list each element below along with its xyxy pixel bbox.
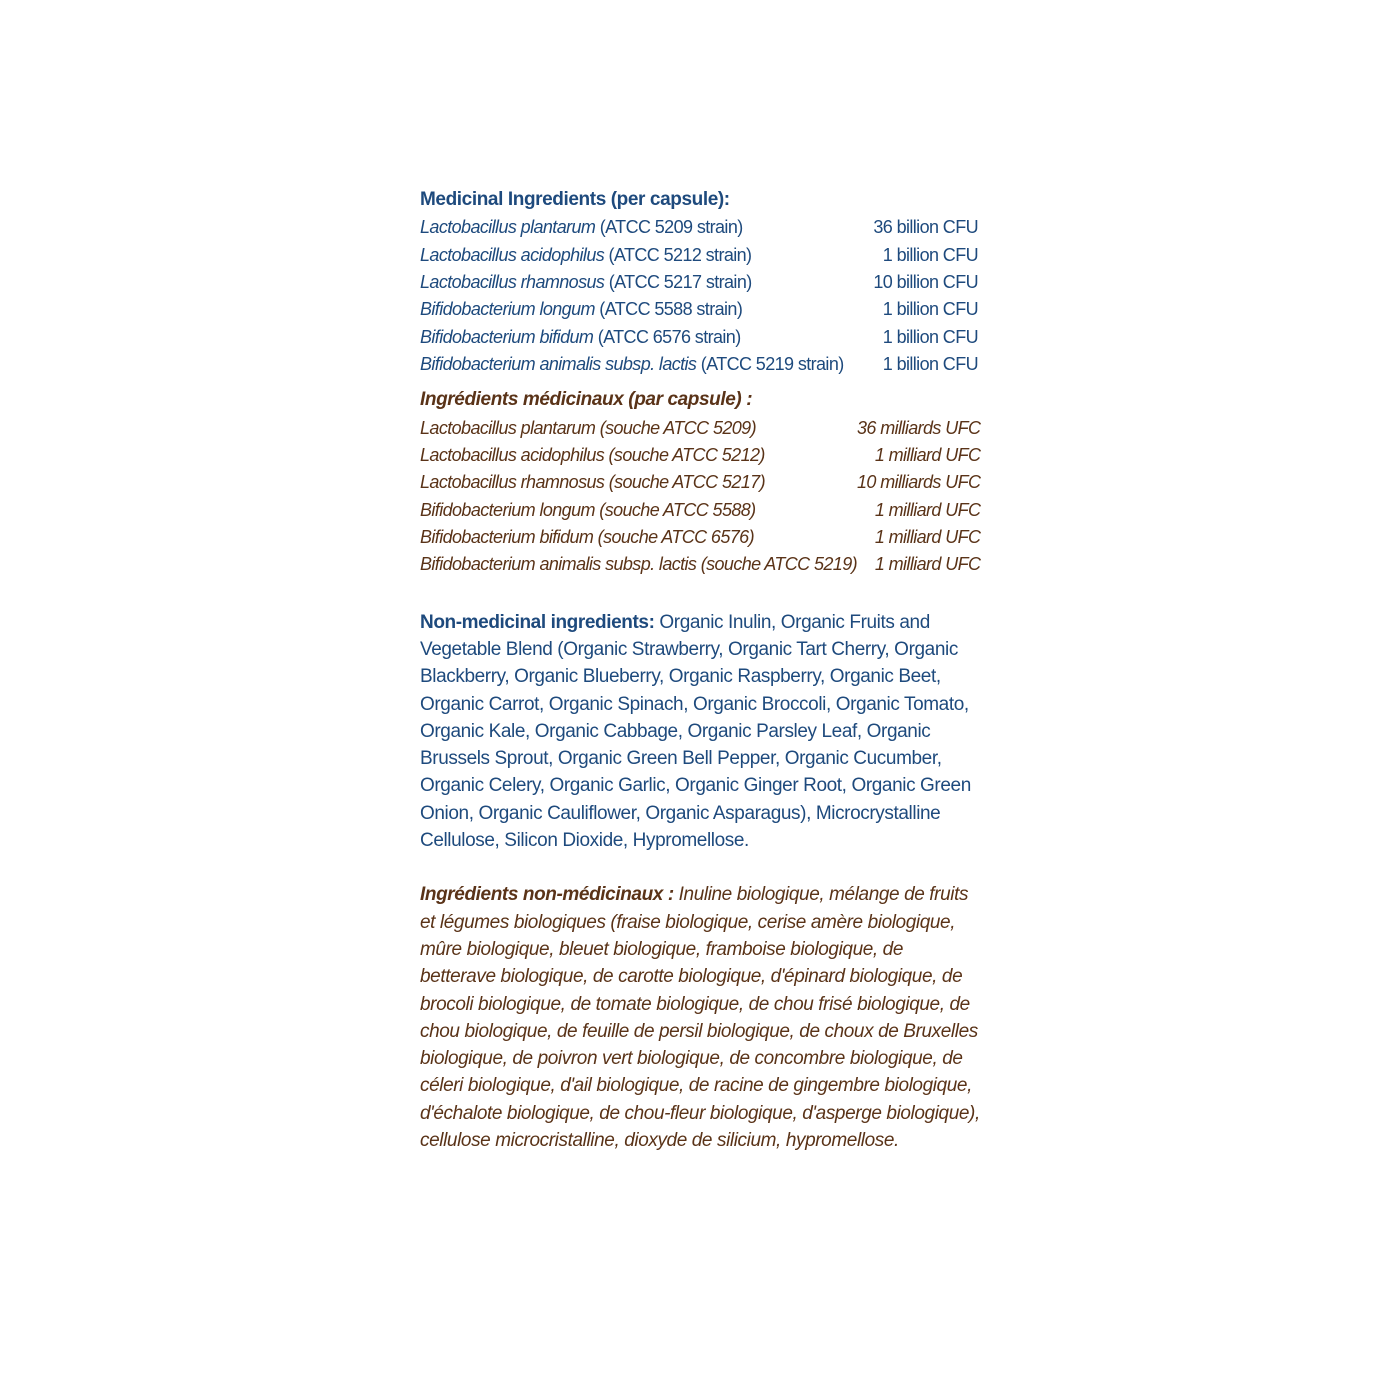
ingredient-name: Bifidobacterium bifidum (souche ATCC 6576) (420, 527, 754, 548)
species-name: Bifidobacterium longum (420, 299, 595, 320)
ingredient-name: Lactobacillus acidophilus (souche ATCC 5212) (420, 444, 765, 465)
ingredient-name (420, 269, 867, 296)
strain-name: (ATCC 5217 strain) (604, 271, 752, 292)
species-name: Lactobacillus plantarum (420, 217, 596, 238)
ingredient-amount: 1 billion CFU (882, 299, 978, 320)
non-medicinal-text: Organic Inulin, Organic Fruits and Vegetable Blend (Organic Strawberry, Organic Tart Cherry, Organic Blackberry, Organic Blueberry, Organic Raspberry, Organic Beet, Organic Carrot, Organic Spinach, Organic Broccoli, Organic Tomato, Organic Kale, Organic Cabbage, Organic Parsley Leaf, Organic Brussels Sprout, Organic Green Bell Pepper, Organic Cucumber, Organic Celery, Organic Garlic, Organic Ginger Root, Organic Green Onion, Organic Cauliflower, Organic Asparagus), Microcrystalline Cellulose, Silicon Dioxide, Hypromellose. (420, 611, 971, 852)
table-row (420, 551, 980, 578)
medicinal-ingredients-heading-fr: Ingrédients médicinaux (par capsule) : (420, 389, 753, 411)
table-row (420, 241, 978, 268)
ingredient-name (420, 351, 867, 378)
non-medicinal-label-fr: Ingrédients non-médicinaux : (420, 884, 674, 906)
ingredient-name (420, 324, 867, 351)
ingredients-panel (420, 186, 980, 1236)
table-row (420, 524, 980, 551)
strain-name: (ATCC 6576 strain) (593, 326, 741, 347)
ingredient-amount: 36 billion CFU (873, 217, 978, 238)
medicinal-ingredients-table-fr (420, 414, 980, 578)
ingredient-name: Bifidobacterium animalis subsp. lactis (souche ATCC 5219) (420, 554, 857, 575)
species-name: Bifidobacterium animalis subsp. lactis (420, 354, 697, 375)
ingredient-name (420, 214, 867, 241)
table-row (420, 214, 978, 241)
ingredient-amount: 1 billion CFU (882, 354, 978, 375)
table-row (420, 414, 980, 441)
table-row (420, 324, 978, 351)
ingredient-amount: 1 milliard UFC (874, 499, 981, 520)
medicinal-ingredients-heading: Medicinal Ingredients (per capsule): (420, 189, 730, 210)
strain-name: (ATCC 5219 strain) (696, 354, 844, 375)
ingredient-name: Bifidobacterium longum (souche ATCC 5588) (420, 499, 756, 520)
ingredient-amount: 10 billion CFU (873, 271, 978, 292)
ingredient-amount: 1 milliard UFC (874, 554, 981, 575)
species-name: Lactobacillus rhamnosus (420, 271, 605, 292)
non-medicinal-ingredients-fr (420, 881, 980, 1154)
ingredient-amount: 1 billion CFU (882, 244, 978, 265)
table-row (420, 296, 978, 323)
ingredient-name (420, 241, 867, 268)
ingredient-amount: 10 milliards UFC (857, 472, 981, 493)
non-medicinal-text-fr: Inuline biologique, mélange de fruits et légumes biologiques (fraise biologique, cerise amère biologique, mûre biologique, bleuet biologique, framboise biologique, de betterave biologique, de carotte biologique, d'épinard biologique, de brocoli biologique, de tomate biologique, de chou frisé biologique, de chou biologique, de feuille de persil biologique, de choux de Bruxelles biologique, de poivron vert biologique, de concombre biologique, de céleri biologique, d'ail biologique, de racine de gingembre biologique, d'échalote biologique, de chou-fleur biologique, d'asperge biologique), cellulose microcristalline, dioxyde de silicium, hypromellose. (420, 884, 980, 1152)
ingredient-amount: 36 milliards UFC (857, 417, 981, 438)
medicinal-ingredients-table (420, 214, 978, 378)
non-medicinal-ingredients (420, 609, 980, 855)
table-row (420, 442, 980, 469)
table-row (420, 469, 980, 496)
ingredient-amount: 1 billion CFU (882, 326, 978, 347)
species-name: Bifidobacterium bifidum (420, 326, 594, 347)
table-row (420, 269, 978, 296)
table-row (420, 351, 978, 378)
ingredient-name: Lactobacillus plantarum (souche ATCC 5209) (420, 417, 756, 438)
species-name: Lactobacillus acidophilus (420, 244, 605, 265)
ingredient-amount: 1 milliard UFC (874, 527, 981, 548)
strain-name: (ATCC 5588 strain) (594, 299, 743, 320)
ingredient-amount: 1 milliard UFC (874, 444, 981, 465)
ingredient-name (420, 296, 867, 323)
strain-name: (ATCC 5212 strain) (604, 244, 752, 265)
table-row (420, 497, 980, 524)
strain-name: (ATCC 5209 strain) (595, 217, 743, 238)
non-medicinal-label: Non-medicinal ingredients: (420, 611, 655, 633)
ingredient-name: Lactobacillus rhamnosus (souche ATCC 5217) (420, 472, 765, 493)
